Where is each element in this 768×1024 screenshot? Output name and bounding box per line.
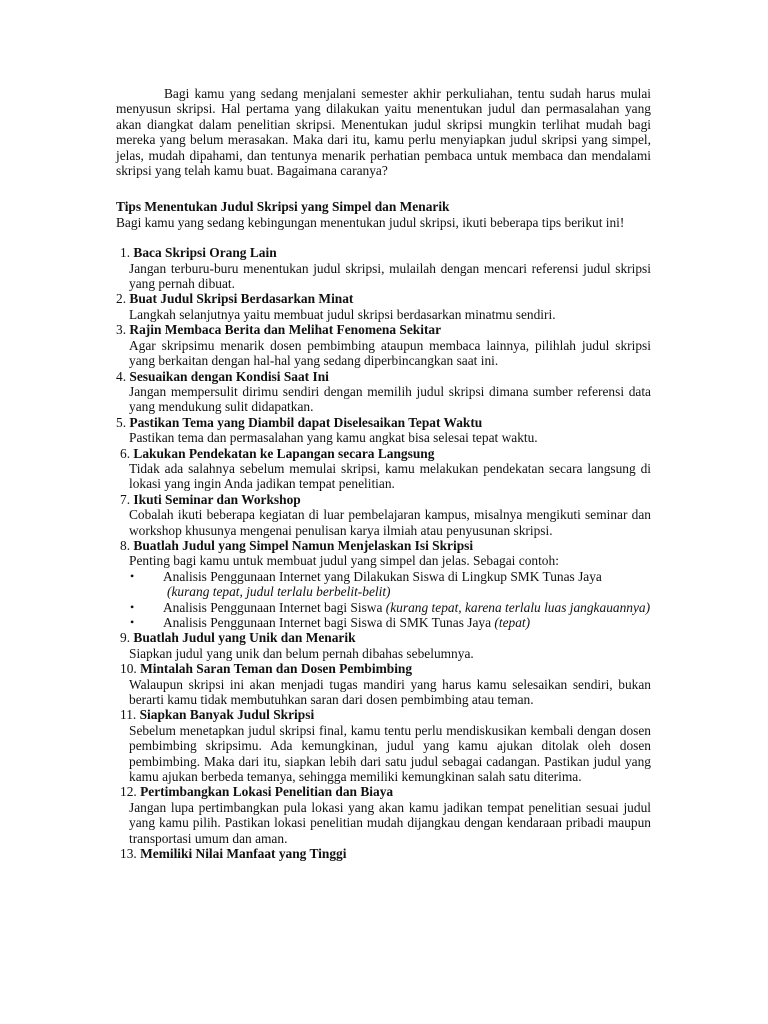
tip-title-line <box>116 492 651 507</box>
tip-title: Mintalah Saran Teman dan Dosen Pembimbing <box>140 661 413 677</box>
tip-number: 8. <box>120 537 131 553</box>
tip-title-line <box>116 415 651 430</box>
tip-title: Rajin Membaca Berita dan Melihat Fenomena Sekitar <box>129 322 442 338</box>
tip-body: Langkah selanjutnya yaitu membuat judul skripsi berdasarkan minatmu sendiri. <box>129 306 556 322</box>
tip-body: Jangan lupa pertimbangkan pula lokasi yang akan kamu jadikan tempat penelitian sesuai judul yang kamu pilih. Pastikan lokasi penelitian mudah dijangkau dengan kendaraan pribadi maupun transportasi umum dan aman. <box>129 799 651 846</box>
tip-number: 5. <box>116 414 127 430</box>
tip-item <box>116 322 651 368</box>
tip-title: Buat Judul Skripsi Berdasarkan Minat <box>129 291 354 307</box>
bullet-icon: • <box>130 615 135 629</box>
example-note: (kurang tepat, karena terlalu luas jangkauannya) <box>385 599 651 615</box>
tip-item <box>116 661 651 707</box>
tip-item <box>116 291 651 322</box>
tip-title-line <box>116 846 651 861</box>
tip-title-line <box>116 446 651 461</box>
example-item <box>116 569 651 600</box>
tip-number: 11. <box>120 707 137 723</box>
tip-title-line <box>116 784 651 799</box>
example-item <box>116 600 651 615</box>
tip-item <box>116 707 651 784</box>
tip-title-line <box>116 661 651 676</box>
tip-body: Agar skripsimu menarik dosen pembimbing ataupun membaca lainnya, pilihlah judul skripsi yang berkaitan dengan hal-hal yang sedang diperbincangkan saat ini. <box>129 337 651 369</box>
tip-number: 6. <box>120 445 131 461</box>
tip-title: Pertimbangkan Lokasi Penelitian dan Biaya <box>140 784 394 800</box>
tip-number: 2. <box>116 291 127 307</box>
tip-title-line <box>116 291 651 306</box>
bullet-icon: • <box>130 568 135 583</box>
tip-title: Buatlah Judul yang Simpel Namun Menjelaskan Isi Skripsi <box>133 537 474 553</box>
bullet-icon: • <box>130 599 135 614</box>
tip-body: Pastikan tema dan permasalahan yang kamu angkat bisa selesai tepat waktu. <box>129 430 538 446</box>
example-title: Analisis Penggunaan Internet bagi Siswa di SMK Tunas Jaya <box>163 615 492 630</box>
tip-title-line <box>116 630 651 645</box>
tip-title: Memiliki Nilai Manfaat yang Tinggi <box>140 846 347 862</box>
tip-body: Tidak ada salahnya sebelum memulai skripsi, kamu melakukan pendekatan secara langsung di lokasi yang ingin Anda jadikan tempat penelitian. <box>129 460 651 492</box>
section-heading: Tips Menentukan Judul Skripsi yang Simpel dan Menarik <box>116 199 450 215</box>
section-lead: Bagi kamu yang sedang kebingungan menentukan judul skripsi, ikuti beberapa tips berikut ini! <box>116 214 625 230</box>
tip-title: Pastikan Tema yang Diambil dapat Diselesaikan Tepat Waktu <box>129 414 483 430</box>
tip-item <box>116 538 651 630</box>
tip-title-line <box>116 538 651 553</box>
tip-item <box>116 846 651 861</box>
document-page <box>116 86 651 862</box>
example-title: Analisis Penggunaan Internet yang Dilakukan Siswa di Lingkup SMK Tunas Jaya <box>163 568 602 584</box>
tip-body: Jangan mempersulit dirimu sendiri dengan memilih judul skripsi dimana sumber referensi data yang mendukung sulit didapatkan. <box>129 383 651 415</box>
tip-title: Baca Skripsi Orang Lain <box>133 245 277 261</box>
tip-item <box>116 415 651 446</box>
tip-title: Siapkan Banyak Judul Skripsi <box>139 707 315 723</box>
tips-list <box>116 245 651 861</box>
tip-number: 10. <box>120 661 137 677</box>
tip-title-line <box>116 369 651 384</box>
tip-number: 7. <box>120 491 131 507</box>
tip-title: Ikuti Seminar dan Workshop <box>133 491 301 507</box>
tip-title: Lakukan Pendekatan ke Lapangan secara Langsung <box>133 445 435 461</box>
tip-body: Siapkan judul yang unik dan belum pernah dibahas sebelumnya. <box>129 645 474 661</box>
tip-number: 13. <box>120 846 137 862</box>
tip-body: Walaupun skripsi ini akan menjadi tugas mandiri yang harus kamu selesaikan sendiri, bukan berarti kamu tidak membutuhkan saran dari dosen pembimbing atau teman. <box>129 676 651 708</box>
example-title: Analisis Penggunaan Internet bagi Siswa <box>163 599 383 615</box>
tip-item <box>116 492 651 538</box>
tip-title-line <box>116 245 651 260</box>
example-note-line <box>163 584 651 599</box>
tip-body: Jangan terburu-buru menentukan judul skripsi, mulailah dengan mencari referensi judul skripsi yang pernah dibuat. <box>129 260 651 292</box>
tip-number: 12. <box>120 784 137 800</box>
example-list <box>116 569 651 631</box>
tip-item <box>116 245 651 291</box>
example-note: (kurang tepat, judul terlalu berbelit-belit) <box>167 584 391 600</box>
example-item <box>116 615 651 630</box>
tip-number: 3. <box>116 322 127 338</box>
tip-title: Buatlah Judul yang Unik dan Menarik <box>133 630 356 646</box>
tip-title: Sesuaikan dengan Kondisi Saat Ini <box>129 368 329 384</box>
intro-paragraph: Bagi kamu yang sedang menjalani semester akhir perkuliahan, tentu sudah harus mulai menyusun skripsi. Hal pertama yang dilakukan yaitu menentukan judul dan permasalahan yang akan diangkat dalam penelitian skripsi. Menentukan judul skripsi mungkin terlihat mudah bagi mereka yang belum merasakan. Maka dari itu, kamu perlu menyiapkan judul skripsi yang simpel, jelas, mudah dipahami, dan tentunya menarik perhatian pembaca untuk membaca dan mendalami skripsi yang telah kamu buat. Bagaimana caranya? <box>116 86 651 179</box>
tip-item <box>116 446 651 492</box>
tip-number: 1. <box>120 245 131 261</box>
tip-number: 4. <box>116 368 127 384</box>
tip-item <box>116 784 651 846</box>
tip-title-line <box>116 322 651 337</box>
tip-body: Penting bagi kamu untuk membuat judul yang simpel dan jelas. Sebagai contoh: <box>129 553 559 569</box>
tip-item <box>116 630 651 661</box>
tip-item <box>116 369 651 415</box>
tip-number: 9. <box>120 630 131 646</box>
example-note: (tepat) <box>494 615 531 630</box>
tip-title-line <box>116 707 651 722</box>
tip-body: Sebelum menetapkan judul skripsi final, kamu tentu perlu mendiskusikan kembali dengan dosen pembimbing skripsimu. Ada kemungkinan, judul yang kamu ajukan ditolak oleh dosen pembimbing. Maka dari itu, siapkan lebih dari satu judul sebagai cadangan. Pastikan judul yang kamu ajukan berbeda temanya, sehingga memiliki kemungkinan salah satu diterima. <box>129 722 651 785</box>
tip-body: Cobalah ikuti beberapa kegiatan di luar pembelajaran kampus, misalnya mengikuti seminar dan workshop khusunya mengenai penulisan karya ilmiah atau penyusunan skripsi. <box>129 507 651 538</box>
